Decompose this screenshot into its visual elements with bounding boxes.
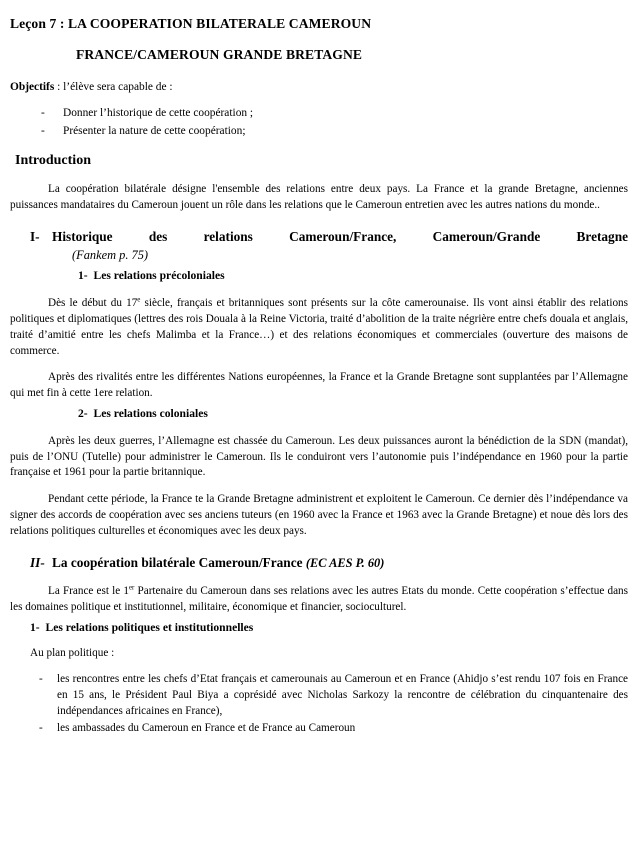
precolonial-p1-post: siècle, français et britanniques sont présents sur la côte camerounaise. Ils vont ainsi établir des relations politiques et diplomatiques (lettres des rois Douala à la Reine Victoria, traité d’abolition de la traite négrière entre chefs douala et anglais, traité d’amitié entre les chefs Malimba et la France…) et des relations économiques et commerciales (ouverture des maisons de commerce.: [10, 296, 628, 357]
political-relations-list: [10, 672, 628, 737]
precolonial-paragraph-2: Après des rivalités entre les différentes Nations européennes, la France et la Grande Bretagne sont supplantées par l’Allemagne qui met fin à cette 1ere relation.: [10, 371, 628, 400]
century-superscript: e: [137, 295, 141, 304]
political-item-text: les ambassades du Cameroun en France et de France au Cameroun: [57, 721, 356, 734]
ordinal-superscript: er: [128, 583, 135, 592]
objectives-intro: : l’élève sera capable de :: [54, 80, 173, 93]
section-1-heading: [10, 228, 628, 247]
political-plan-lead: Au plan politique :: [30, 647, 115, 660]
introduction-heading: Introduction: [15, 153, 91, 169]
section-1-sub-1-title: Les relations précoloniales: [93, 269, 225, 283]
colonial-paragraph-1: Après les deux guerres, l’Allemagne est chassée du Cameroun. Les deux puissances auront la bénédiction de la SDN (mandat), puis de l’ONU (Tutelle) pour administrer le Cameroun. Ils le conduiront vers l’autonomie puis l’indépendance en 1960 pour la partie française et 1961 pour la partie britannique.: [10, 434, 628, 479]
section-2-sub-1-number: 1-: [30, 620, 40, 634]
dash-bullet-icon: -: [41, 124, 45, 137]
section-2-paragraph: [10, 584, 628, 616]
section-2-reference: (EC AES P. 60): [305, 556, 385, 571]
section-2-sub-1-heading: [30, 620, 628, 636]
precolonial-p1-pre: Dès le début du 17: [48, 296, 138, 309]
section-2-number: II-: [30, 555, 45, 571]
section-1-title: Historique des relations Cameroun/France, Cameroun/Grande Bretagne: [52, 228, 628, 244]
section-1-sub-2-number: 2-: [78, 407, 88, 421]
section-1-sub-2-heading: [78, 406, 628, 422]
colonial-paragraph-2: Pendant cette période, la France te la Grande Bretagne administrent et exploitent le Cameroun. Ce dernier dès l’indépendance va signer des accords de coopération avec ses anciens tuteurs (en 1960 avec la France et 1963 avec la Grande Bretagne) et noue dès lors des relations politiques culturelles et économiques avec les deux pays.: [10, 493, 628, 538]
political-item-text: les rencontres entre les chefs d’Etat français et camerounais au Cameroun et en France (Ahidjo s’est rendu 107 fois en France en 15 ans, le Président Paul Biya a coprésidé avec Nicholas Sarkozy la rencontre de célébration du cinquantenaire des indépendances africaines en France),: [57, 673, 628, 717]
section-2-sub-1-title: Les relations politiques et institutionnelles: [45, 620, 254, 634]
list-item: [10, 105, 628, 121]
objectives-label: Objectifs: [10, 80, 55, 93]
objective-text: Donner l’historique de cette coopération ;: [63, 106, 254, 119]
document-title-line-1: Leçon 7 : LA COOPERATION BILATERALE CAMEROUN: [10, 16, 372, 31]
section-2-title: La coopération bilatérale Cameroun/France: [52, 555, 303, 571]
section-2-p-post: Partenaire du Cameroun dans ses relations avec les autres Etats du monde. Cette coopération s’effectue dans les domaines politique et institutionnel, militaire, économique et financier, socioculturel.: [10, 584, 628, 613]
list-item: [10, 721, 628, 737]
section-1-sub-1-number: 1-: [78, 269, 88, 283]
section-1-reference: (Fankem p. 75): [72, 247, 149, 262]
introduction-paragraph: La coopération bilatérale désigne l'ensemble des relations entre deux pays. La France et la grande Bretagne, anciennes puissances mandataires du Cameroun jouent un rôle dans les relations que le Cameroun entretien avec les autres nations du monde..: [10, 183, 628, 211]
section-1-number: I-: [30, 228, 40, 244]
section-2-heading: [10, 554, 628, 573]
objective-text: Présenter la nature de cette coopération;: [63, 124, 246, 137]
list-item: [10, 672, 628, 720]
dash-bullet-icon: -: [39, 721, 43, 734]
section-1-sub-2-title: Les relations coloniales: [93, 407, 208, 421]
section-2-p-pre: La France est le 1: [48, 584, 129, 597]
document-title-line-2: FRANCE/CAMEROUN GRANDE BRETAGNE: [76, 47, 363, 63]
dash-bullet-icon: -: [41, 106, 45, 119]
objectives-list: [10, 105, 628, 139]
objectives-label-line: [10, 79, 628, 95]
dash-bullet-icon: -: [39, 673, 43, 686]
section-2-title-wrap: [52, 554, 628, 573]
list-item: [10, 123, 628, 139]
section-1-sub-1-heading: [78, 268, 628, 284]
precolonial-paragraph-1: [10, 296, 628, 360]
